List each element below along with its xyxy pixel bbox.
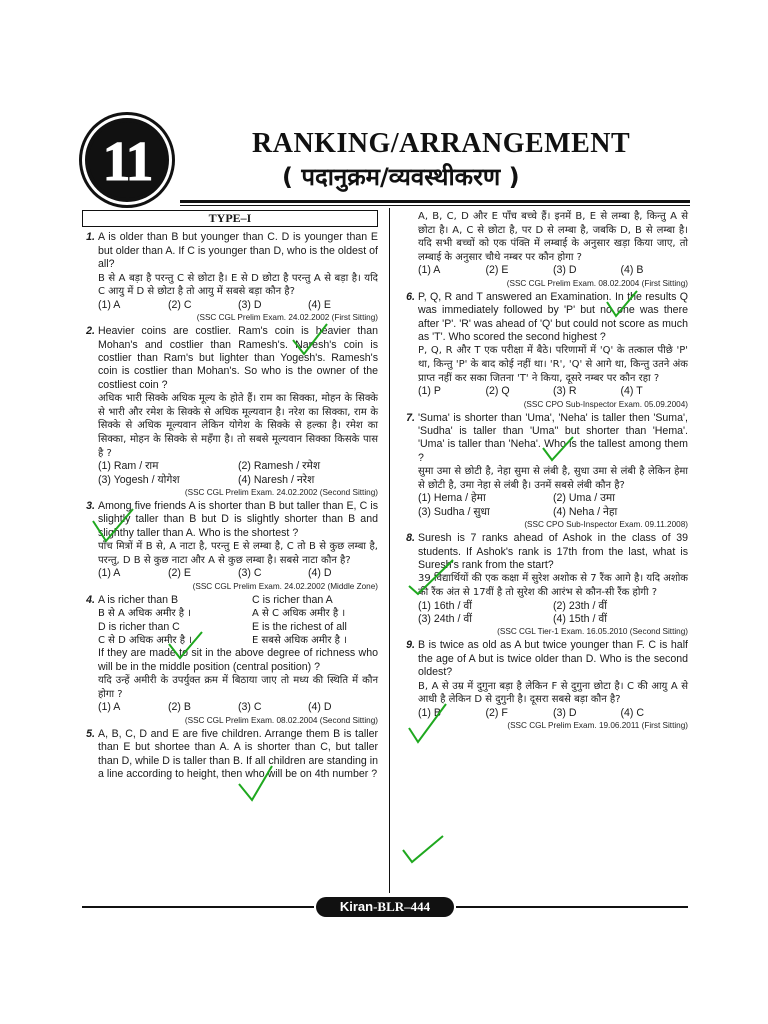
statement-hindi: A से C अधिक अमीर है ।: [252, 608, 346, 620]
question-1: [82, 231, 378, 323]
header-rule-thin: [180, 205, 690, 206]
question-9: [402, 639, 688, 731]
footer-page-badge: [316, 897, 454, 917]
question-text-english: 'Suma' is shorter than 'Uma', 'Neha' is taller then 'Suma', 'Sudha' is taller than 'Uma'' but shorter than 'Hema'. 'Uma' is taller than 'Neha'. Who is the tallest among them ?: [418, 411, 688, 464]
option-2: (2) 23th / वीं: [553, 599, 607, 612]
question-5-continued: [402, 210, 688, 289]
option-3: (3) Sudha / सुधा: [418, 505, 490, 518]
question-text-hindi: P, Q, R और T एक परीक्षा में बैठे। परिणामों में 'Q' के तत्काल पीछे 'P' था, किन्तु 'P' के बाद कोई नहीं था। 'R', 'Q' से आगे था, किन्तु उतने अंक प्राप्त नहीं कर सका जितना 'T' ने किया, दूसरे नम्बर पर कौन रहा ?: [418, 345, 688, 384]
statement: C is richer than A: [252, 593, 333, 606]
option-3: (3) D: [553, 706, 577, 719]
option-2: (2) Ramesh / रमेश: [238, 460, 321, 473]
option-1: (1) Hema / हेमा: [418, 492, 486, 505]
question-number: 1.: [86, 231, 95, 244]
options: [418, 707, 688, 720]
question-text-english: Suresh is 7 ranks ahead of Ashok in the class of 39 students. If Ashok's rank is 17th from the last, what is Suresh's rank from the start?: [418, 532, 688, 572]
exam-source: (SSC CGL Tier-1 Exam. 16.05.2010 (Second Sitting): [497, 627, 688, 637]
question-text-hindi: B, A से उम्र में दुगुना बड़ा है लेकिन F से दुगुना छोटा है। C की आयु A से आधी है लेकिन D से दुगुनी है। दूसरा सबसे बड़ा कौन है?: [418, 680, 688, 706]
option-3: (3) R: [553, 385, 577, 398]
question-text-hindi: पाँच मित्रों में B से, A नाटा है, परन्तु E से लम्बा है, C तो B से कुछ लम्बा है, परन्तु, D B से कुछ नाटा और A से कुछ लम्बा है। सबसे नाटा कौन है?: [98, 541, 378, 566]
question-text-english: Among five friends A is shorter than B but taller than E, C is slightly taller than B but D is slightly shorter than B and slighthy taller than A. Who is the shortest ?: [98, 500, 378, 539]
exam-source: (SSC CGL Prelim Exam. 24.02.2002 (Second Sitting): [184, 488, 378, 498]
option-3: (3) C: [238, 701, 262, 714]
option-4: (4) D: [308, 567, 332, 580]
question-text-english: If they are made to sit in the above degree of richness who will be in the middle position (central position) ?: [98, 647, 378, 673]
question-3: [82, 500, 378, 592]
option-4: (4) D: [308, 701, 332, 714]
option-4: (4) Neha / नेहा: [553, 505, 618, 518]
question-8: [402, 532, 688, 637]
options: [418, 600, 688, 627]
exam-source: (SSC CGL Prelim Exam. 24.02.2002 (First Sitting): [196, 313, 378, 323]
type-heading: TYPE–I: [82, 210, 378, 227]
option-1: (1) 16th / वीं: [418, 599, 472, 612]
option-1: (1) A: [418, 264, 441, 277]
option-3: (3) 24th / वीं: [418, 613, 472, 626]
option-1: (1) B: [418, 706, 441, 719]
statement: D is richer than C: [98, 620, 180, 633]
footer-rule-right: [456, 906, 688, 908]
question-text-hindi: अधिक भारी सिक्के अधिक मूल्य के होते हैं। राम का सिक्का, मोहन के सिक्के से भारी और रमेश के सिक्के से अधिक मूल्यवान है। नरेश का सिक्का, राम के सिक्के से अधिक मूल्यवान लेकिन योगेश के सिक्के से हल्का है। रमेश का सिक्का, मोहन के सिक्के से महँगा है। तो सबसे मूल्यवान सिक्का किसके पास है ?: [98, 393, 378, 459]
options: [98, 460, 378, 487]
question-text-hindi: यदि उन्हें अमीरी के उपर्युक्त क्रम में बिठाया जाए तो मध्य की स्थिति में कौन होगा ?: [98, 675, 378, 700]
options: [418, 264, 688, 277]
option-3: (3) Yogesh / योगेश: [98, 473, 180, 486]
option-3: (3) D: [553, 264, 577, 277]
options: [418, 492, 688, 519]
question-text-hindi: 39 विद्यार्थियों की एक कक्षा में सुरेश अशोक से 7 रैंक आगे है। यदि अशोक की रैंक अंत से 17वीं है तो सुरेश की आरंभ से कौन-सी रैंक होगी ?: [418, 573, 688, 599]
option-2: (2) Q: [485, 385, 510, 398]
question-number: 7.: [406, 411, 415, 424]
left-column: [82, 210, 378, 784]
chapter-number: 11: [102, 131, 152, 193]
options: [98, 299, 378, 312]
exam-source: (SSC CGL Prelim Exam. 24.02.2002 (Middle Zone): [192, 581, 378, 591]
question-5: [82, 728, 378, 782]
option-1: (1) A: [98, 701, 121, 714]
option-2: (2) B: [168, 701, 191, 714]
option-4: (4) E: [308, 298, 331, 311]
right-column: [402, 210, 688, 733]
option-3: (3) C: [238, 567, 262, 580]
option-2: (2) E: [168, 567, 191, 580]
option-1: (1) P: [418, 385, 441, 398]
header-rule: [180, 200, 690, 203]
question-text-hindi: B से A बड़ा है परन्तु C से छोटा है। E से D छोटा है परन्तु A से बड़ा है। यदि C आयु में D से छोटा है तो आयु में सबसे बड़ा कौन है?: [98, 272, 378, 298]
question-text-english: P, Q, R and T answered an Examination. In the results Q was immediately followed by 'P' but no one was there after 'P'. 'R' was ahead of 'Q' but could not score as much as 'T'. Who scored the second highest ?: [418, 290, 688, 343]
question-text-english: A is older than B but younger than C. D is younger than E but older than A. If C is younger than D, who is the oldest of all?: [98, 231, 378, 271]
chapter-title: RANKING/ARRANGEMENT: [252, 128, 631, 159]
exam-source: (SSC CGL Prelim Exam. 08.02.2004 (Second Sitting): [184, 715, 378, 725]
exam-source: (SSC CGL Prelim Exam. 08.02.2004 (First Sitting): [506, 278, 688, 288]
question-number: 8.: [406, 532, 415, 545]
question-number: 2.: [86, 325, 95, 338]
exam-source: (SSC CPO Sub-Inspector Exam. 05.09.2004): [523, 399, 688, 409]
exam-source: (SSC CPO Sub-Inspector Exam. 09.11.2008): [524, 520, 688, 530]
question-number: 9.: [406, 639, 415, 652]
question-6: [402, 291, 688, 410]
chapter-number-badge: [85, 118, 169, 202]
option-4: (4) 15th / वीं: [553, 613, 607, 626]
option-2: (2) E: [485, 264, 509, 277]
question-text-english: Heavier coins are costlier. Ram's coin is heavier than Mohan's and costlier than Ramesh's. Naresh's coin is costlier than Ram's but lighter than Yogesh's. Ramesh's coin is costlier than Mohan's. So who is the owner of the costliest coin ?: [98, 325, 378, 391]
question-text-hindi: A, B, C, D और E पाँच बच्चे हैं। इनमें B, E से लम्बा है, किन्तु A से छोटा है। A, C से छोटा है, पर D से लम्बा है, जबकि D, B से लम्बा है। यदि सभी बच्चों को एक पंक्ति में लम्बाई के अनुसार खड़ा किया जाए, तो लम्बाई के अनुसार चौथे नम्बर पर कौन होगा ?: [418, 211, 688, 263]
statement-hindi: C से D अधिक अमीर है ।: [98, 635, 192, 647]
option-1: (1) A: [98, 298, 121, 311]
option-3: (3) D: [238, 298, 262, 311]
footer-brand: Kiran: [339, 899, 374, 914]
question-number: 4.: [86, 593, 95, 606]
options: [418, 385, 688, 398]
question-number: 3.: [86, 500, 95, 513]
column-divider: [389, 208, 390, 893]
statement: E is the richest of all: [252, 620, 347, 633]
question-text-english: A, B, C, D and E are five children. Arrange them B is taller than E but shortee than A. A is shorter than C, but taller than D, while D is taller than B. If all children are standing in a line according to height, then who will be on 4th number ?: [98, 727, 378, 781]
option-2: (2) C: [168, 298, 192, 311]
chapter-subtitle: ( पदानुक्रम/व्यवस्थीकरण ): [282, 163, 520, 191]
option-4: (4) Naresh / नरेश: [238, 473, 315, 486]
question-4: [82, 594, 378, 726]
option-2: (2) Uma / उमा: [553, 492, 615, 505]
question-number: 5.: [86, 727, 95, 740]
options: [98, 567, 378, 580]
option-4: (4) B: [620, 264, 644, 277]
statement: A is richer than B: [98, 593, 179, 606]
question-2: [82, 325, 378, 498]
check-mark-icon: [400, 832, 446, 866]
question-text-hindi: सुमा उमा से छोटी है, नेहा सुमा से लंबी है, सुधा उमा से लंबी है लेकिन हेमा से छोटी है, उमा नेहा से लंबी है। उनमें सबसे लंबी कौन है?: [418, 466, 688, 491]
option-4: (4) T: [620, 385, 643, 398]
footer-rule-left: [82, 906, 314, 908]
question-7: [402, 412, 688, 531]
option-1: (1) A: [98, 567, 121, 580]
exam-source: (SSC CGL Prelim Exam. 19.06.2011 (First Sitting): [507, 721, 688, 731]
question-text-english: B is twice as old as A but twice younger than F. C is half the age of A but is twice older than D. Who is the second oldest?: [418, 639, 688, 679]
statement-hindi: B से A अधिक अमीर है ।: [98, 608, 191, 620]
statement-pairs: [98, 594, 378, 648]
footer-page-ref: -BLR–444: [373, 899, 431, 914]
option-2: (2) F: [485, 706, 508, 719]
question-number: 6.: [406, 290, 415, 303]
option-4: (4) C: [620, 706, 645, 719]
statement-hindi: E सबसे अधिक अमीर है ।: [252, 635, 347, 647]
options: [98, 701, 378, 714]
option-1: (1) Ram / राम: [98, 460, 159, 473]
